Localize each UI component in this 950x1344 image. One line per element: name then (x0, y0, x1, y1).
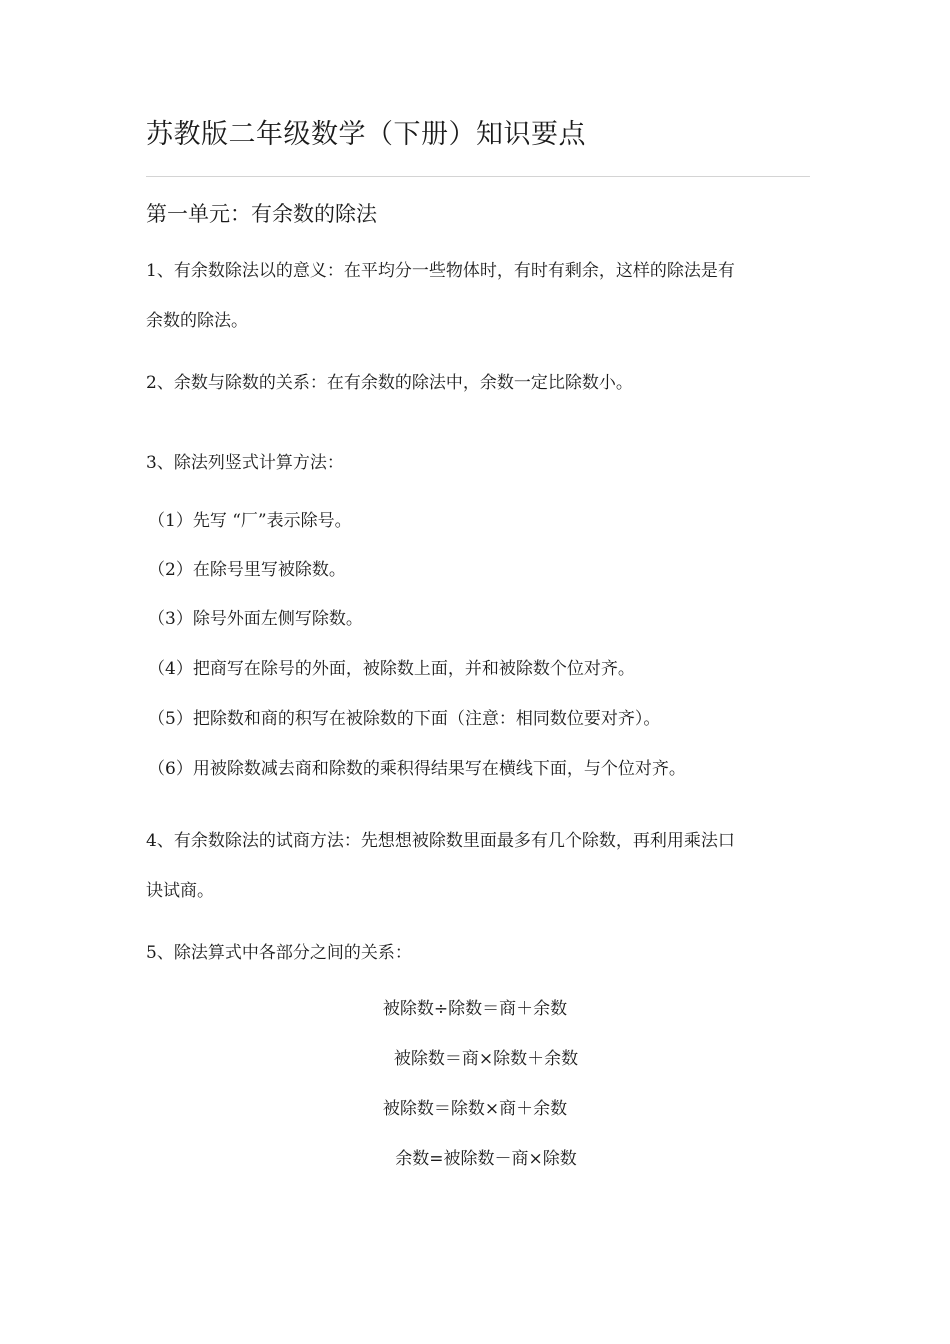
step-2: （2）在除号里写被除数。 (148, 560, 346, 580)
step-1: （1）先写 “厂”表示除号。 (148, 511, 352, 531)
formula-3: 被除数＝除数×商＋余数 (382, 1099, 568, 1119)
step-4: （4）把商写在除号的外面，被除数上面，并和被除数个位对齐。 (148, 659, 635, 679)
item-4-line-1: 4、有余数除法的试商方法：先想想被除数里面最多有几个除数，再利用乘法口 (146, 831, 735, 851)
formula-1: 被除数÷除数＝商＋余数 (382, 999, 568, 1019)
unit-heading: 第一单元：有余数的除法 (146, 202, 377, 226)
item-1-line-1: 1、有余数除法以的意义：在平均分一些物体时，有时有剩余，这样的除法是有 (146, 261, 735, 281)
item-3: 3、除法列竖式计算方法： (146, 453, 344, 473)
title-divider (146, 176, 810, 177)
step-6: （6）用被除数减去商和除数的乘积得结果写在横线下面，与个位对齐。 (148, 759, 686, 779)
item-5: 5、除法算式中各部分之间的关系： (146, 943, 412, 963)
formula-2: 被除数＝商×除数＋余数 (393, 1049, 579, 1069)
step-3: （3）除号外面左侧写除数。 (148, 609, 363, 629)
page-title: 苏教版二年级数学（下册）知识要点 (146, 119, 586, 150)
step-5: （5）把除数和商的积写在被除数的下面（注意：相同数位要对齐）。 (148, 709, 661, 729)
item-2: 2、余数与除数的关系：在有余数的除法中，余数一定比除数小。 (146, 373, 633, 393)
item-4-line-2: 诀试商。 (146, 881, 214, 901)
item-1-line-2: 余数的除法。 (146, 311, 248, 331)
formula-4: 余数=被除数－商×除数 (395, 1149, 577, 1169)
